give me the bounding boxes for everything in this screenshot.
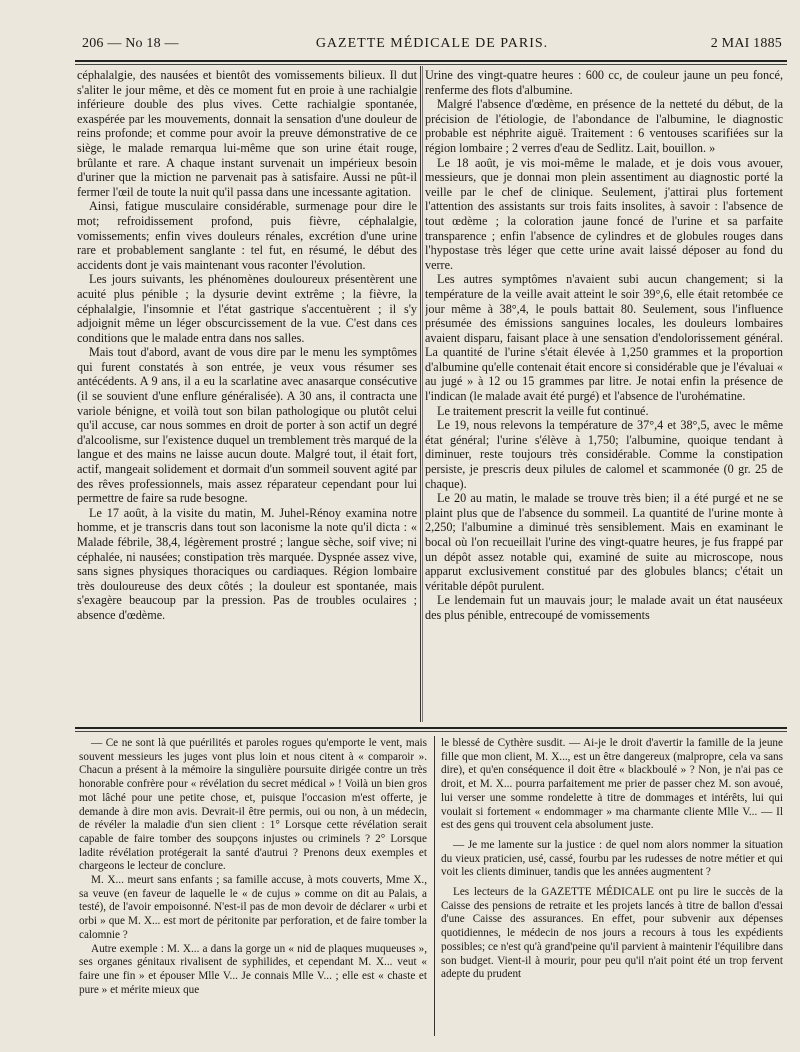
paragraph: M. X... meurt sans enfants ; sa famille accuse, à mots couverts, Mme X., sa veuve (en faveur de laquelle le « de cujus » comme on dit au Palais, a testé), de l'avoir empoisonné. N'est-il pas de mon devoir de déclarer « urbi et orbi » que M. X... est mort de péritonite par perforation, et de faire tomber la calomnie ? [79, 874, 427, 941]
main-column-right [425, 68, 783, 723]
feuilleton-column-left [79, 737, 427, 1037]
paragraph: Le 18 août, je vis moi-même le malade, et je dois vous avouer, messieurs, que je donnai mon plein assentiment au diagnostic porté la veille par le chef de clinique. Seulement, j'attirai plus fortement l'attention des assistants sur trois faits insolites, à savoir : l'absence de tout œdème ; la coloration jaune foncé de l'urine et sa parfaite transparence ; enfin l'absence de cylindres et de globules rouges dans l'hypostase très léger que cette urine avait laissé déposer au fond du verre. [425, 155, 783, 272]
paragraph: céphalalgie, des nausées et bientôt des vomissements bilieux. Il dut s'aliter le jour même, et dès ce moment fut en proie à une rachialgie inférieure double des plus vives. Cette rachialgie spontanée, exaspérée par les mouvements, donnait la sensation d'une douleur de reins profonde; et comme pour avoir la preuve démonstrative de ce siège, le malade remarqua lui-même que son urine était rouge, brûlante et rare. A chaque instant survenait un impérieux besoin d'uriner que la miction ne parvenait pas à satisfaire. Aussi ne pût-il fermer l'œil de toute la nuit qu'il passa dans une incessante agitation. [77, 68, 417, 199]
paragraph: Le traitement prescrit la veille fut continué. [437, 403, 649, 418]
paragraph: — Ce ne sont là que puérilités et paroles rogues qu'emporte le vent, mais souvent messieurs les juges vont plus loin et nous citent à « comparoir ». Chacun a présent à la mémoire la singulière poursuite dirigée contre un très honorable confrère pour « révélation du secret médical » ! Voilà un bien gros mot lâché pour une petite chose, et, puisque l'occasion m'est offerte, je demande à dire mon avis. Devrait-il être permis, oui ou non, à un médecin, de révéler la maladie d'un sien client : 1° Lorsque cette révélation serait capable de faire tomber des soupçons injustes ou criminels ? 2° Lorsque ladite révélation protégerait la santé d'autrui ? Prenons deux exemples et chargeons le lecteur de conclure. [79, 737, 427, 873]
header-rule-thin [75, 64, 787, 65]
paragraph: Le lendemain fut un mauvais jour; le malade avait un état nauséeux des plus pénible, entrecoupé de vomissements [425, 593, 783, 622]
issue-date: 2 MAI 1885 [710, 36, 782, 51]
header-rule [75, 60, 787, 62]
paragraph: le blessé de Cythère susdit. — Ai-je le droit d'avertir la famille de la jeune fille que mon client, M. X..., est un être dangereux (malpropre, cela va sans dire), et qu'en conséquence il doit être « blackboulé » ? Non, je n'ai pas ce droit, et M. X... pourra parfaitement me prier de passer chez M. son avoué, lui verser une somme rondelette à titre de dommages et intérêts, lui qui voulait si fortement « endommager » ma charmante cliente Mlle V... — Il est des gens qui trouvent cela absolument juste. [441, 737, 783, 832]
column-divider-thin [422, 66, 423, 722]
paragraph: Les lecteurs de la GAZETTE MÉDICALE ont pu lire le succès de la Caisse des pensions de retraite et les projets lancés à titre de ballon d'essai d'une Caisse des assurances. En effet, pour subvenir aux dépenses quotidiennes, le médecin de nos jours a recours à tous les expédients possibles; ce n'est qu'à grand'peine qu'il parvient à maintenir l'équilibre dans son budget. Vient-il à mourir, pour peu qu'il n'ait point été un trop fervent adepte du prudent [441, 886, 783, 981]
main-column-left [77, 68, 417, 723]
feuilleton-rule [75, 727, 787, 729]
paragraph: Les jours suivants, les phénomènes douloureux présentèrent une acuité plus pénible ; la dysurie devint extrême ; la fièvre, la céphalalgie, l'insomnie et l'état gastrique s'accentuèrent ; il s'y adjoignit même un léger obscurcissement de la vue. C'est dans ces conditions que le malade entra dans nos salles. [77, 272, 417, 345]
paragraph: Ainsi, fatigue musculaire considérable, surmenage pour dire le mot; refroidissement profond, puis fièvre, céphalalgie, vomissements; enfin vives douleurs rénales, excrétion d'une urine rare et probablement sanglante : tel fut, en résumé, le début des accidents dont je vais maintenant vous raconter l'évolution. [77, 199, 417, 272]
journal-title: GAZETTE MÉDICALE DE PARIS. [315, 36, 549, 51]
paragraph: Urine des vingt-quatre heures : 600 cc, de couleur jaune un peu foncé, renferme des flots d'albumine. [425, 68, 783, 97]
feuilleton-divider [434, 736, 435, 1036]
page-number-and-issue: 206 — No 18 — [82, 36, 179, 51]
paragraph: — Je me lamente sur la justice : de quel nom alors nommer la situation du vieux praticien, usé, cassé, fourbu par les rudesses de notre métier et qui voit les clients diminuer, tandis que les années augmentent ? [441, 838, 783, 879]
page-header [82, 36, 782, 58]
paragraph: Mais tout d'abord, avant de vous dire par le menu les symptômes qui furent constatés à son entrée, je veux vous résumer ses antécédents. A 9 ans, il a eu la scarlatine avec anasarque consécutive (il se souvient d'une enflure généralisée). A 30 ans, il contracta une variole bénigne, et voilà tout son bilan pathologique ou plutôt celui qu'il accuse, car nous sommes en droit de porter à son actif un degré d'alcoolisme, sur l'existence duquel un tremblement très marqué de la langue et des mains ne laisse aucun doute. Malgré tout, il était fort, actif, mangeait solidement et dormait d'un sommeil souvent agité par des rêves professionnels, mais assez réparateur cependant pour lui permettre de faire sa rude besogne. [77, 345, 417, 506]
paragraph: Malgré l'absence d'œdème, en présence de la netteté du début, de la précision de l'étiologie, de l'abondance de l'albumine, le diagnostic probable est néphrite aiguë. Traitement : 6 ventouses scarifiées sur la région lombaire ; 2 verres d'eau de Sedlitz. Lait, bouillon. » [425, 97, 783, 155]
paragraph: Autre exemple : M. X... a dans la gorge un « nid de plaques muqueuses », ses organes génitaux rivalisent de syphilides, et cependant M. X... veut « faire une fin » et épouser Mlle V... Je connais Mlle V... ; elle est « chaste et pure » et mérite mieux que [79, 942, 427, 996]
paragraph: Le 20 au matin, le malade se trouve très bien; il a été purgé et ne se plaint plus que de l'absence du sommeil. La quantité de l'urine monte à 2,250; l'albumine a diminué très sensiblement. Mais en examinant le bocal où l'on recueillait l'urine des vingt-quatre heures, je fus frappé par un dépôt assez notable qui, examiné de suite au microscope, nous apparut exclusivement constitué par des globules blancs; c'était un véritable dépôt purulent. [425, 491, 783, 593]
paragraph: Le 19, nous relevons la température de 37°,4 et 38°,5, avec le même état général; l'urine s'élève à 1,750; l'albumine, quoique tendant à diminuer, reste toujours très considérable. Comme la constipation persiste, je prescris deux pilules de calomel et scammonée (0 gr. 25 de chaque). [425, 418, 783, 491]
feuilleton-column-right [441, 737, 783, 1037]
paragraph: Le 17 août, à la visite du matin, M. Juhel-Rénoy examina notre homme, et je transcris dans tout son laconisme la note qu'il dicta : « Malade fébrile, 38,4, légèrement prostré ; langue sèche, soif vive; ni céphalée, ni nausées; constipation très marquée. Dyspnée assez vive, sans signes physiques thoraciques ou cardiaques. Région lombaire très douloureuse des deux côtés ; la douleur est spontanée, mais s'exagère beaucoup par la pression. Pas de troubles oculaires ; absence d'œdème. [77, 505, 417, 622]
feuilleton-rule-thin [75, 731, 787, 732]
column-divider [420, 66, 421, 722]
paragraph: Les autres symptômes n'avaient subi aucun changement; si la température de la veille avait atteint le soir 39°,6, elle était retombée ce jour même à 38°,4, le pouls battait 80. Seulement, sous l'influence présumée des émissions sanguines locales, les douleurs lombaires avaient disparu, faisant place à une sensation d'endolorissement général. La quantité de l'urine s'était élevée à 1,250 grammes et la proportion d'albumine qu'elle contenait était encore si considérable que je l'évaluai « au jugé » à 12 ou 15 grammes par litre. Je notai enfin la présence de l'indican (le malade avait été purgé) et l'absence de l'urohématine. [425, 272, 783, 404]
